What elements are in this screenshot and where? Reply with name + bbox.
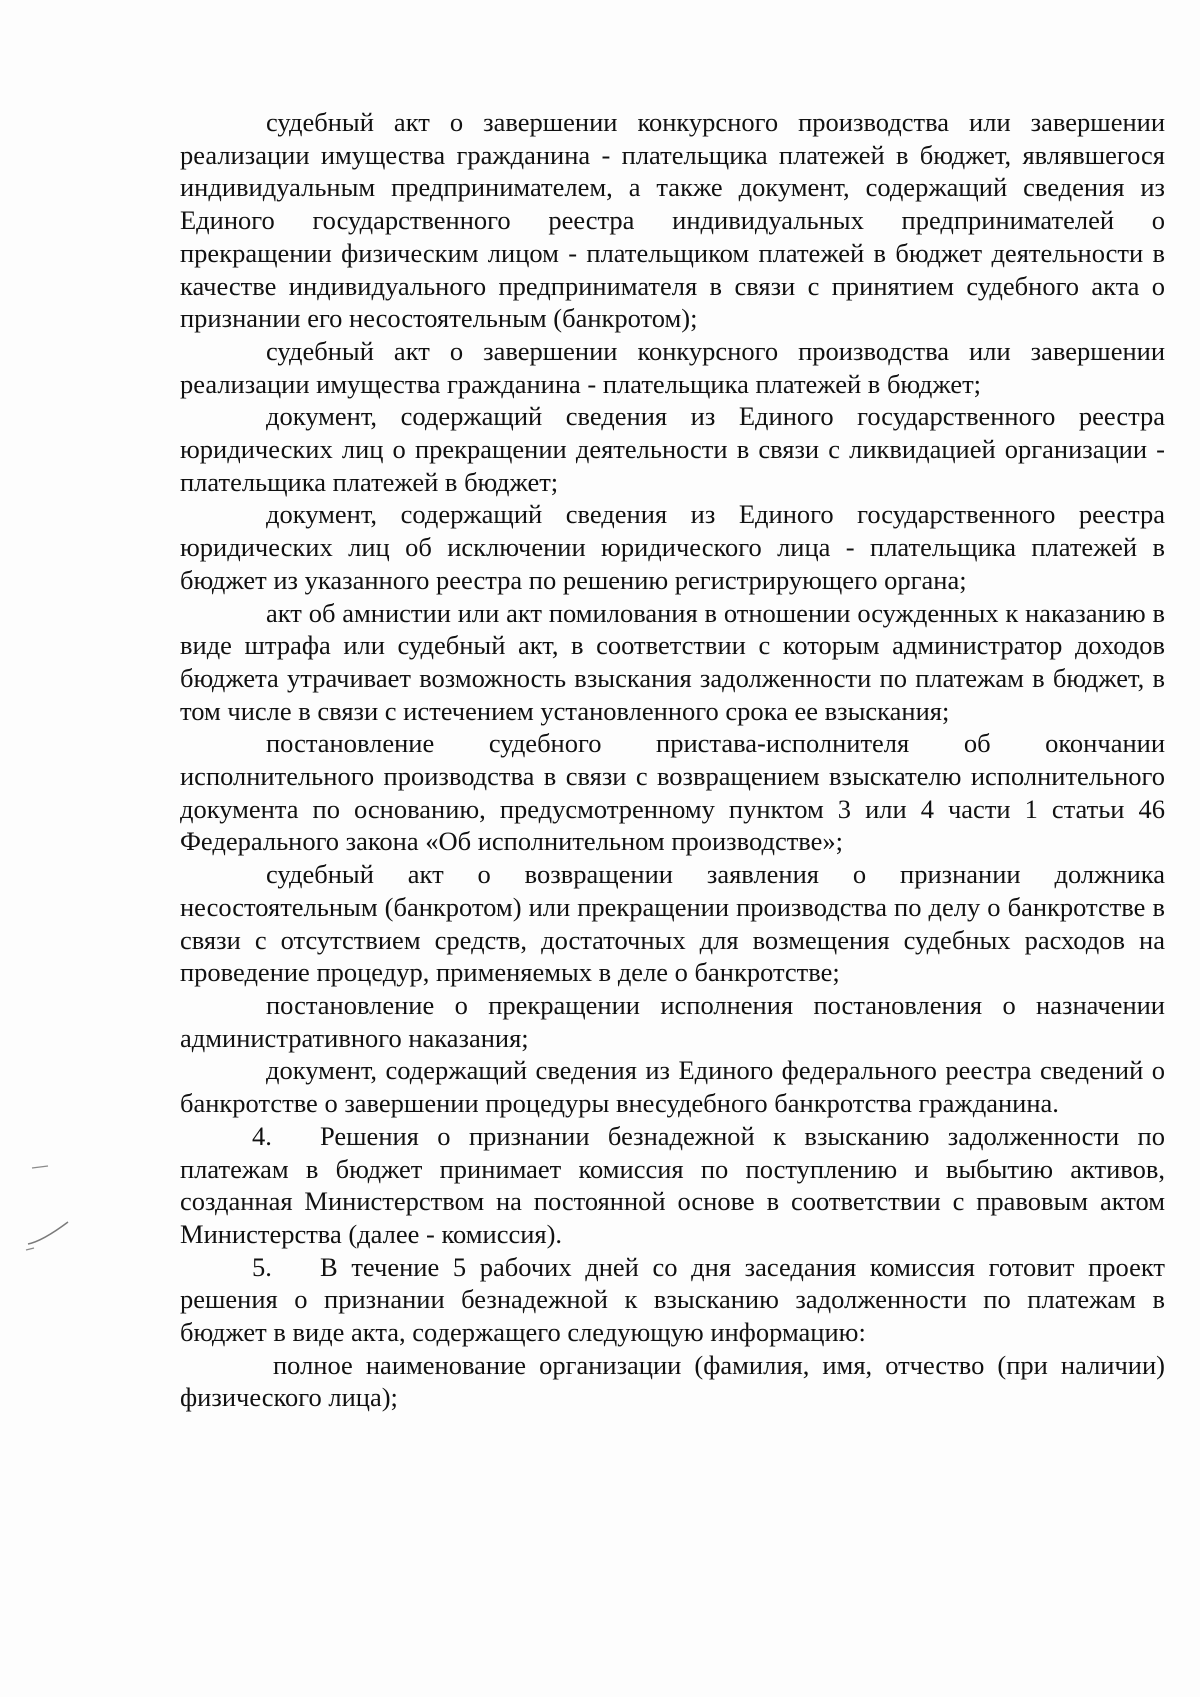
paragraph-organization-name: полное наименование организации (фамилия, имя, отчество (при наличии) физического лица);	[180, 1349, 1165, 1413]
point-4-number: 4.	[252, 1120, 272, 1151]
point-5-number: 5.	[252, 1251, 272, 1282]
paragraph-termination-of-punishment: постановление о прекращении исполнения постановления о назначении административного наказания;	[180, 989, 1165, 1053]
point-5	[180, 1251, 1165, 1349]
point-5-text: В течение 5 рабочих дней со дня заседания комиссия готовит проект решения о признании безнадежной к взысканию задолженности по платежам в бюджет в виде акта, содержащего следующую информацию:	[180, 1251, 1165, 1348]
paragraph-out-of-court-bankruptcy: документ, содержащий сведения из Единого федерального реестра сведений о банкротстве о завершении процедуры внесудебного банкротства гражданина.	[180, 1055, 1165, 1119]
point-4-text: Решения о признании безнадежной к взысканию задолженности по платежам в бюджет принимает комиссия по поступлению и выбытию активов, созданная Министерством на постоянной основе в соответствии с правовым актом Министерства (далее - комиссия).	[180, 1120, 1165, 1249]
paragraph-amnesty: акт об амнистии или акт помилования в отношении осужденных к наказанию в виде штрафа или судебный акт, в соответствии с которым администратор доходов бюджета утрачивает возможность взыскания задолженности по платежам в бюджет, в том числе в связи с истечением установленного срока ее взыскания;	[180, 597, 1165, 726]
point-4	[180, 1120, 1165, 1251]
document-body	[180, 106, 1165, 1414]
paragraph-bankruptcy-entrepreneur: судебный акт о завершении конкурсного производства или завершении реализации имущества гражданина - плательщика платежей в бюджет, являвшегося индивидуальным предпринимателем, а также документ, содержащий сведения из Единого государственного реестра индивидуальных предпринимателей о прекращении физическим лицом - плательщиком платежей в бюджет деятельности в качестве индивидуального предпринимателя в связи с принятием судебного акта о признании его несостоятельным (банкротом);	[180, 107, 1165, 334]
paragraph-return-of-application: судебный акт о возвращении заявления о признании должника несостоятельным (банкротом) или прекращении производства по делу о банкротстве в связи с отсутствием средств, достаточных для возмещения судебных расходов на проведение процедур, применяемых в деле о банкротстве;	[180, 859, 1165, 988]
scan-stray-mark	[22, 1150, 82, 1260]
paragraph-bankruptcy-citizen: судебный акт о завершении конкурсного производства или завершении реализации имущества гражданина - плательщика платежей в бюджет;	[180, 335, 1165, 399]
paragraph-bailiff-resolution: постановление судебного пристава-исполнителя об окончании исполнительного производства в связи с возвращением взыскателю исполнительного документа по основанию, предусмотренному пунктом 3 или 4 части 1 статьи 46 Федерального закона «Об исполнительном производстве»;	[180, 728, 1165, 857]
paragraph-exclusion-from-registry: документ, содержащий сведения из Единого государственного реестра юридических лиц об исключении юридического лица - плательщика платежей в бюджет из указанного реестра по решению регистрирующего органа;	[180, 499, 1165, 595]
paragraph-liquidation: документ, содержащий сведения из Единого государственного реестра юридических лиц о прекращении деятельности в связи с ликвидацией организации - плательщика платежей в бюджет;	[180, 401, 1165, 497]
